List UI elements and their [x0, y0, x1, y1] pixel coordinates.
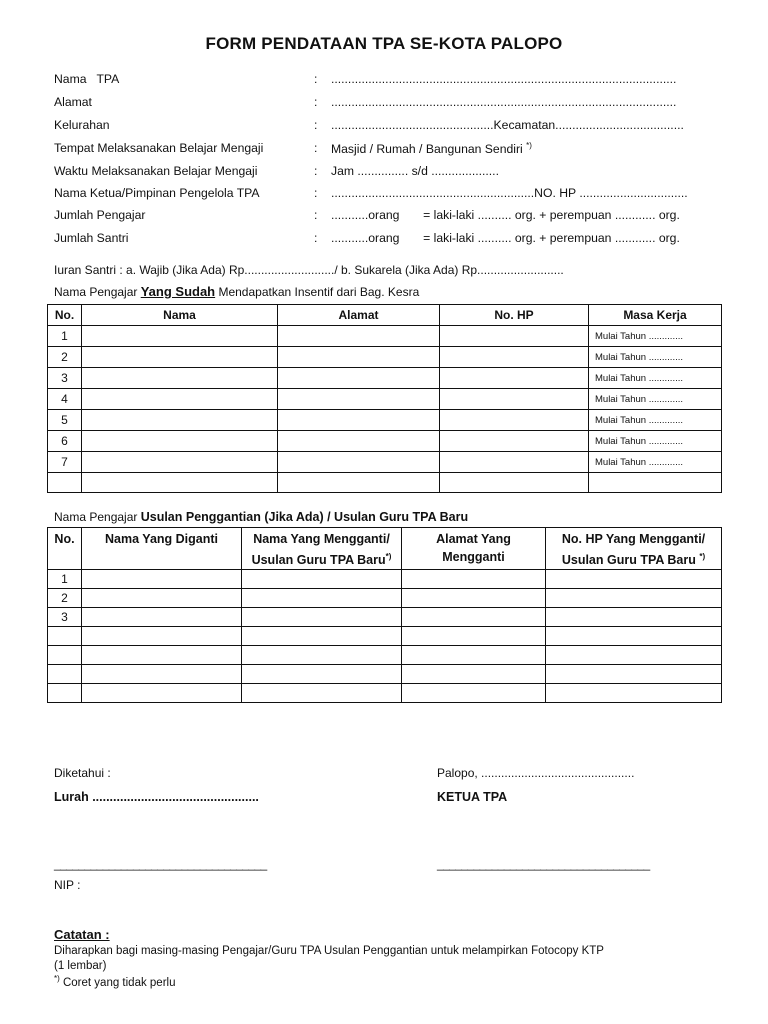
form-title: FORM PENDATAAN TPA SE-KOTA PALOPO [205, 34, 563, 53]
header-no: No. [48, 305, 82, 326]
table-row [48, 646, 722, 665]
section2-pre: Nama Pengajar [54, 510, 141, 524]
cell-alamat[interactable] [278, 347, 440, 368]
field-value [331, 141, 532, 156]
field-label: Jumlah Santri [54, 231, 129, 245]
cell[interactable] [546, 646, 722, 665]
cell-nama[interactable] [82, 368, 278, 389]
field-label: Waktu Melaksanakan Belajar Mengaji [54, 164, 258, 178]
table-row [48, 431, 722, 452]
cell[interactable] [546, 665, 722, 684]
section2-emphasis: Usulan Penggantian (Jika Ada) / Usulan Guru TPA Baru [140, 510, 469, 524]
cell[interactable] [242, 570, 402, 589]
cell[interactable] [82, 665, 242, 684]
header-hp-pengganti [546, 528, 722, 570]
cell-masa-kerja[interactable] [589, 473, 722, 493]
field-label: Nama Ketua/Pimpinan Pengelola TPA [54, 186, 260, 200]
header-alamat: Alamat [278, 305, 440, 326]
table-row [48, 608, 722, 627]
header-line: Mengganti [442, 550, 505, 564]
table-row [48, 347, 722, 368]
cell-masa-kerja[interactable]: Mulai Tahun ............. [589, 410, 722, 431]
palopo-date: Palopo, .............................................. [437, 766, 635, 780]
row-no [48, 684, 82, 703]
replacement-table [47, 527, 722, 703]
catatan-line3-text: Coret yang tidak perlu [59, 976, 176, 989]
header-line: No. HP Yang Mengganti/ [561, 532, 706, 546]
row-no: 5 [48, 410, 82, 431]
row-no [48, 473, 82, 493]
cell[interactable] [546, 570, 722, 589]
catatan-title: Catatan : [54, 927, 110, 942]
cell[interactable] [82, 646, 242, 665]
field-colon: : [314, 72, 318, 86]
footnote-mark: *) [385, 552, 392, 561]
header-no-hp: No. HP [440, 305, 589, 326]
row-no: 6 [48, 431, 82, 452]
cell[interactable] [402, 646, 546, 665]
cell[interactable] [242, 665, 402, 684]
teacher-table [47, 304, 722, 493]
field-colon: : [314, 231, 318, 245]
cell-masa-kerja[interactable]: Mulai Tahun ............. [589, 389, 722, 410]
lurah-signature-label: Lurah ................................................ [54, 790, 259, 804]
ketua-tpa-label: KETUA TPA [437, 790, 508, 804]
cell-no-hp[interactable] [440, 410, 589, 431]
row-no [48, 627, 82, 646]
field-colon: : [314, 208, 318, 222]
table-row [48, 473, 722, 493]
cell-nama[interactable] [82, 473, 278, 493]
header-line: Usulan Guru TPA Baru [251, 553, 386, 568]
cell[interactable] [402, 627, 546, 646]
cell-no-hp[interactable] [440, 431, 589, 452]
cell-alamat[interactable] [278, 410, 440, 431]
footnote-mark: *) [526, 141, 532, 150]
nip-label: NIP : [54, 878, 81, 892]
cell-alamat[interactable] [278, 473, 440, 493]
cell[interactable] [402, 608, 546, 627]
table-header-row [48, 305, 722, 326]
section1-emphasis: Yang Sudah [140, 284, 216, 299]
cell-no-hp[interactable] [440, 389, 589, 410]
header-line: Nama Yang Mengganti/ [253, 532, 390, 546]
cell-nama[interactable] [82, 410, 278, 431]
field-value: ...................................................................................................... [331, 95, 677, 109]
field-value: ...........orang = laki-laki .......... org. + perempuan ............ org. [331, 208, 680, 222]
table-row [48, 326, 722, 347]
field-colon: : [314, 95, 318, 109]
table-row [48, 589, 722, 608]
table-row [48, 410, 722, 431]
cell-alamat[interactable] [278, 431, 440, 452]
row-no: 1 [48, 326, 82, 347]
cell-nama[interactable] [82, 452, 278, 473]
header-masa-kerja: Masa Kerja [589, 305, 722, 326]
catatan-line2: (1 lembar) [54, 960, 107, 972]
cell-no-hp[interactable] [440, 473, 589, 493]
cell[interactable] [546, 589, 722, 608]
header-alamat-pengganti [402, 528, 546, 570]
field-value-text: Masjid / Rumah / Bangunan Sendiri [331, 142, 523, 157]
row-no: 1 [48, 570, 82, 589]
cell[interactable] [242, 627, 402, 646]
cell-no-hp[interactable] [440, 452, 589, 473]
cell[interactable] [82, 627, 242, 646]
field-value: Jam ............... s/d .................... [331, 164, 499, 178]
cell-masa-kerja[interactable]: Mulai Tahun ............. [589, 347, 722, 368]
header-no: No. [48, 528, 82, 570]
cell[interactable] [242, 608, 402, 627]
footnote-mark: *) [699, 552, 706, 561]
field-value: ................................................Kecamatan...................................... [331, 118, 684, 132]
section2-heading [54, 510, 468, 524]
cell[interactable] [402, 589, 546, 608]
cell-no-hp[interactable] [440, 326, 589, 347]
field-value: ............................................................NO. HP ................................ [331, 186, 688, 200]
cell-nama[interactable] [82, 431, 278, 452]
section1-pre: Nama Pengajar [54, 285, 141, 299]
field-label: Jumlah Pengajar [54, 208, 146, 222]
field-colon: : [314, 186, 318, 200]
field-value: ...................................................................................................... [331, 72, 677, 86]
diketahui-label: Diketahui : [54, 766, 111, 780]
section1-post: Mendapatkan Insentif dari Bag. Kesra [215, 285, 420, 299]
header-line: Usulan Guru TPA Baru [561, 553, 696, 568]
cell-nama[interactable] [82, 347, 278, 368]
cell-alamat[interactable] [278, 389, 440, 410]
cell[interactable] [546, 608, 722, 627]
field-colon: : [314, 118, 318, 132]
cell[interactable] [242, 589, 402, 608]
field-value: ...........orang = laki-laki .......... org. + perempuan ............ org. [331, 231, 680, 245]
row-no [48, 665, 82, 684]
cell-alamat[interactable] [278, 368, 440, 389]
signature-line-right: ___________________________________ [437, 857, 650, 871]
cell-masa-kerja[interactable]: Mulai Tahun ............. [589, 431, 722, 452]
header-nama: Nama [82, 305, 278, 326]
cell[interactable] [402, 684, 546, 703]
row-no: 4 [48, 389, 82, 410]
field-label: Tempat Melaksanakan Belajar Mengaji [54, 141, 264, 155]
cell[interactable] [242, 646, 402, 665]
cell[interactable] [82, 608, 242, 627]
cell-masa-kerja[interactable]: Mulai Tahun ............. [589, 452, 722, 473]
field-label: Nama TPA [54, 72, 120, 86]
footnote-mark: *) [54, 974, 60, 983]
cell-alamat[interactable] [278, 452, 440, 473]
row-no: 3 [48, 368, 82, 389]
cell-alamat[interactable] [278, 326, 440, 347]
table-row [48, 368, 722, 389]
field-label: Alamat [54, 95, 92, 109]
header-line: Alamat Yang [436, 532, 511, 546]
catatan-line1: Diharapkan bagi masing-masing Pengajar/Guru TPA Usulan Penggantian untuk melampirkan Fotocopy KTP [54, 945, 604, 957]
row-no: 2 [48, 589, 82, 608]
cell[interactable] [82, 570, 242, 589]
table-header-row [48, 528, 722, 570]
table-row [48, 389, 722, 410]
field-label: Kelurahan [54, 118, 110, 132]
cell-masa-kerja[interactable]: Mulai Tahun ............. [589, 368, 722, 389]
row-no [48, 646, 82, 665]
cell-nama[interactable] [82, 326, 278, 347]
table-row [48, 452, 722, 473]
cell[interactable] [82, 684, 242, 703]
row-no: 7 [48, 452, 82, 473]
cell-masa-kerja[interactable]: Mulai Tahun ............. [589, 326, 722, 347]
field-colon: : [314, 141, 318, 155]
table-row [48, 684, 722, 703]
table-row [48, 627, 722, 646]
row-no: 2 [48, 347, 82, 368]
header-nama-diganti: Nama Yang Diganti [82, 528, 242, 570]
iuran-santri: Iuran Santri : a. Wajib (Jika Ada) Rp.........................../ b. Sukarela (Jika Ada) Rp.......................... [54, 263, 564, 277]
signature-line-left: ___________________________________ [54, 857, 267, 871]
cell-nama[interactable] [82, 389, 278, 410]
table-row [48, 665, 722, 684]
cell[interactable] [82, 589, 242, 608]
table-row [48, 570, 722, 589]
cell[interactable] [402, 570, 546, 589]
cell[interactable] [402, 665, 546, 684]
header-nama-pengganti [242, 528, 402, 570]
cell[interactable] [242, 684, 402, 703]
cell-no-hp[interactable] [440, 347, 589, 368]
section1-heading [54, 284, 419, 299]
cell-no-hp[interactable] [440, 368, 589, 389]
catatan-line3 [54, 974, 175, 989]
cell[interactable] [546, 684, 722, 703]
cell[interactable] [546, 627, 722, 646]
field-colon: : [314, 164, 318, 178]
row-no: 3 [48, 608, 82, 627]
